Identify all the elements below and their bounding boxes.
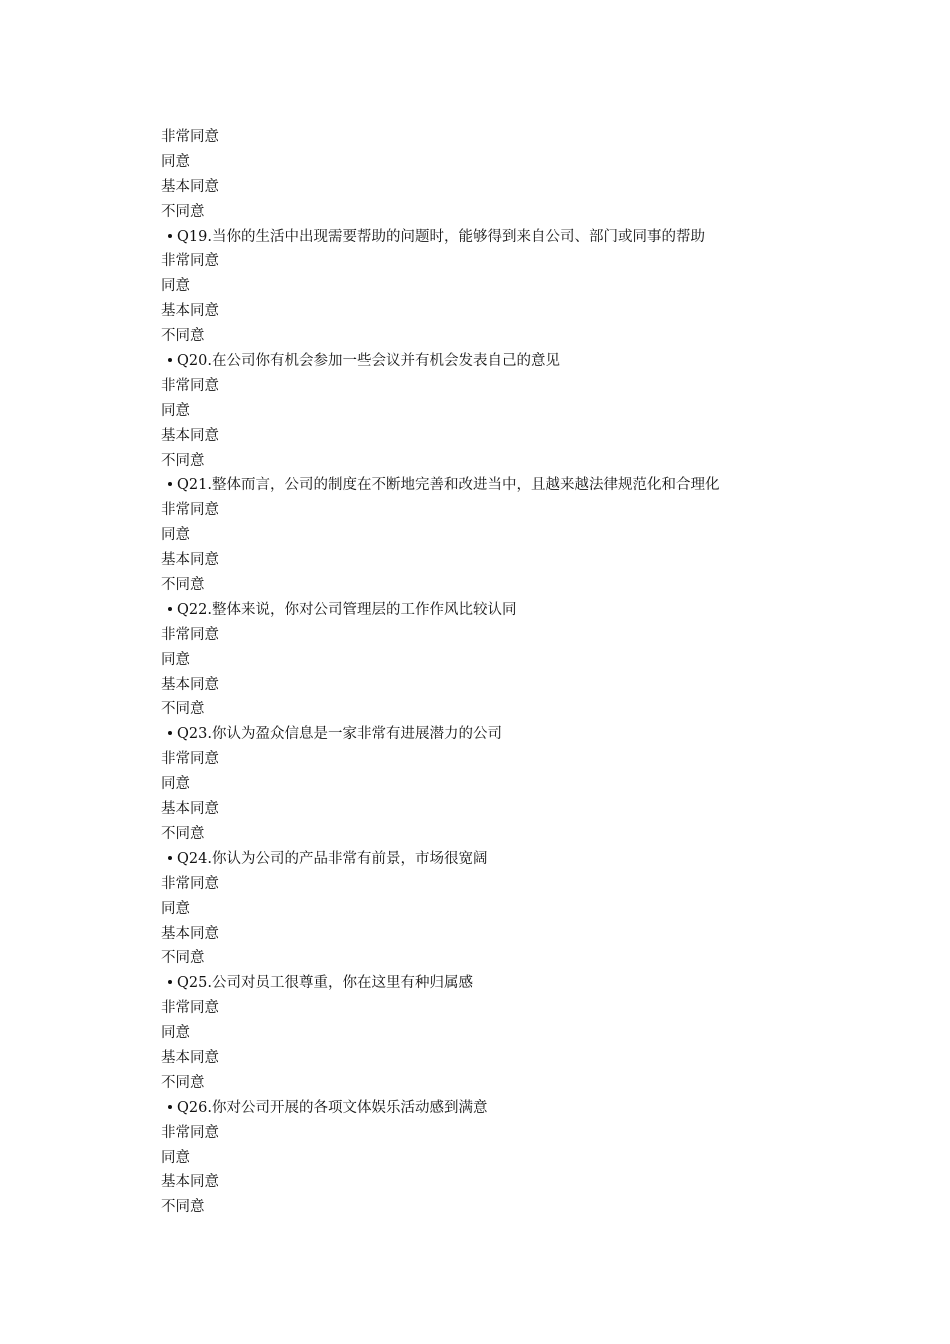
bullet-icon bbox=[168, 482, 172, 486]
question-text: Q25.公司对员工很尊重，你在这里有种归属感 bbox=[177, 975, 473, 992]
option-text: 非常同意 bbox=[161, 129, 219, 145]
option-text: 非常同意 bbox=[161, 253, 219, 270]
bullet-icon bbox=[168, 607, 172, 611]
option-text: 非常同意 bbox=[161, 377, 219, 394]
option-text: 同意 bbox=[161, 900, 190, 917]
option-text: 非常同意 bbox=[161, 1124, 219, 1141]
option-text: 非常同意 bbox=[161, 751, 219, 768]
question-item bbox=[161, 349, 881, 374]
option-text: 同意 bbox=[161, 1025, 190, 1042]
question-text: Q21.整体而言，公司的制度在不断地完善和改进当中，且越来越法律规范化和合理化 bbox=[177, 477, 720, 494]
bullet-icon bbox=[168, 731, 172, 735]
option-text: 非常同意 bbox=[161, 875, 219, 892]
option-text: 不同意 bbox=[161, 950, 205, 967]
question-block-q23 bbox=[161, 722, 881, 846]
option-text: 基本同意 bbox=[161, 1174, 219, 1191]
question-block-q26 bbox=[161, 1096, 881, 1220]
leading-options bbox=[161, 125, 881, 225]
option-text: 非常同意 bbox=[161, 626, 219, 643]
option-text: 基本同意 bbox=[161, 925, 219, 942]
question-item bbox=[161, 225, 881, 250]
option-text: 基本同意 bbox=[161, 801, 219, 818]
question-block-q22 bbox=[161, 598, 881, 722]
option-text: 同意 bbox=[161, 153, 190, 170]
question-text: Q19.当你的生活中出现需要帮助的问题时，能够得到来自公司、部门或同事的帮助 bbox=[177, 228, 705, 245]
option-text: 同意 bbox=[161, 651, 190, 668]
question-block-q25 bbox=[161, 971, 881, 1095]
question-item bbox=[161, 971, 881, 996]
option-text: 不同意 bbox=[161, 1074, 205, 1091]
option-text: 基本同意 bbox=[161, 178, 219, 195]
option-text: 基本同意 bbox=[161, 1049, 219, 1066]
question-text: Q26.你对公司开展的各项文体娱乐活动感到满意 bbox=[177, 1099, 488, 1116]
option-text: 同意 bbox=[161, 1149, 190, 1166]
question-text: Q20.在公司你有机会参加一些会议并有机会发表自己的意见 bbox=[177, 353, 560, 370]
option-text: 同意 bbox=[161, 776, 190, 793]
question-block-q21 bbox=[161, 473, 881, 597]
option-text: 同意 bbox=[161, 527, 190, 544]
option-text: 不同意 bbox=[161, 1199, 205, 1216]
question-block-q20 bbox=[161, 349, 881, 473]
question-text: Q22.整体来说，你对公司管理层的工作作风比较认同 bbox=[177, 601, 517, 618]
option-text: 同意 bbox=[161, 402, 190, 419]
option-text: 不同意 bbox=[161, 701, 205, 718]
option-text: 基本同意 bbox=[161, 676, 219, 693]
option-text: 基本同意 bbox=[161, 552, 219, 569]
option-text: 不同意 bbox=[161, 825, 205, 842]
option-text: 非常同意 bbox=[161, 502, 219, 519]
question-item bbox=[161, 598, 881, 623]
bullet-icon bbox=[168, 234, 172, 238]
bullet-icon bbox=[168, 358, 172, 362]
question-item bbox=[161, 473, 881, 498]
option-text: 基本同意 bbox=[161, 427, 219, 444]
bullet-icon bbox=[168, 856, 172, 860]
bullet-icon bbox=[168, 1105, 172, 1109]
question-block-q19 bbox=[161, 225, 881, 349]
bullet-icon bbox=[168, 980, 172, 984]
question-item bbox=[161, 847, 881, 872]
question-item bbox=[161, 1096, 881, 1121]
option-text: 不同意 bbox=[161, 577, 205, 594]
question-text: Q24.你认为公司的产品非常有前景，市场很宽阔 bbox=[177, 850, 488, 867]
option-text: 不同意 bbox=[161, 452, 205, 469]
option-text: 同意 bbox=[161, 278, 190, 295]
survey-document bbox=[161, 125, 881, 1220]
option-text: 非常同意 bbox=[161, 1000, 219, 1017]
question-block-q24 bbox=[161, 847, 881, 971]
option-text: 不同意 bbox=[161, 328, 205, 345]
option-text: 不同意 bbox=[161, 203, 205, 220]
question-text: Q23.你认为盈众信息是一家非常有进展潜力的公司 bbox=[177, 726, 502, 743]
question-item bbox=[161, 722, 881, 747]
option-text: 基本同意 bbox=[161, 303, 219, 320]
